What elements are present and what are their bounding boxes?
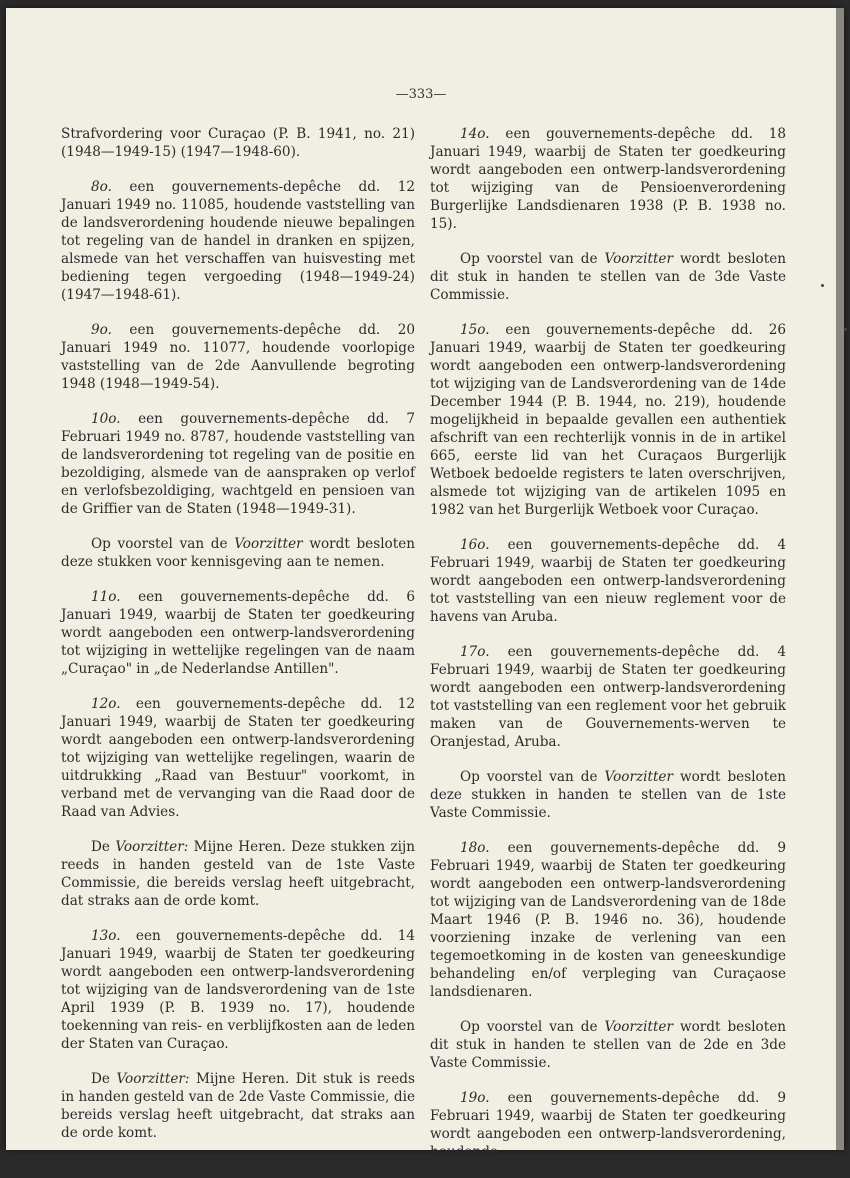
item-19: 19o. een gouvernements-depêche dd. 9 Februari 1949, waarbij de Staten ter goedkeuring wordt aangeboden een ontwerp-landsverordening, houdende [430,1090,786,1160]
item-14: 14o. een gouvernements-depêche dd. 18 Januari 1949, waarbij de Staten ter goedkeuring wordt aangeboden een ontwerp-landsverordening tot wijziging van de Pensioenverordening Burgerlijke Landsdienaren 1938 (P. B. 1938 no. 15). [430,126,787,232]
chair-remark: De Voorzitter: Mijne Heren. Deze stukken zijn reeds in handen gesteld van de 1ste Vaste Commissie, die bereids verslag heeft uitgebracht, dat straks aan de orde komt. [61,839,415,909]
item-11: 11o. een gouvernements-depêche dd. 6 Januari 1949, waarbij de Staten ter goedkeuring wordt aangeboden een ontwerp-landsverordening tot wijziging in wettelijke regelingen van de naam „Curaçao" in „de Nederlandse Antillen". [61,589,415,677]
item-15: 15o. een gouvernements-depêche dd. 26 Januari 1949, waarbij de Staten ter goedkeuring wordt aangeboden een ontwerp-landsverordening tot wijziging van de Landsverordening van de 14de December 1944 (P. B. 1944, no. 219), houdende mogelijkheid in bepaalde gevallen een authentiek afschrift van een rechterlijk vonnis in de in artikel 665, eerste lid van het Curaçaos Burgerlijk Wetboek bedoelde registers te laten overschrijven, alsmede tot wijziging van de artikelen 1095 en 1982 van het Burgerlijk Wetboek voor Curaçao. [430,322,787,518]
chair-remark: De Voorzitter: Mijne Heren. Dit stuk is reeds in handen gesteld van de 2de Vaste Commissie, die bereids verslag heeft uitgebracht, dat straks aan de orde komt. [61,1071,415,1141]
item-18: 18o. een gouvernements-depêche dd. 9 Februari 1949, waarbij de Staten ter goedkeuring wordt aangeboden een ontwerp-landsverordening tot wijziging van de Landsverordening van de 18de Maart 1946 (P. B. 1946 no. 36), houdende voorziening inzake de verlening van een tegemoetkoming in de kosten van geneeskundige behandeling en/of verpleging van Curaçaose landsdienaren. [430,840,786,1000]
resolution: Op voorstel van de Voorzitter wordt besloten dit stuk in handen te stellen van de 3de Vaste Commissie. [430,251,786,303]
right-column [430,125,786,1178]
left-column [61,125,415,1159]
resolution: Op voorstel van de Voorzitter wordt besloten deze stukken voor kennisgeving aan te nemen. [61,536,416,570]
page-number: —333— [395,87,447,102]
item-10: 10o. een gouvernements-depêche dd. 7 Februari 1949 no. 8787, houdende vaststelling van de landsverordening tot regeling van de positie en bezoldiging, alsmede van de aanspraken op verlof en verlofsbezoldiging, wachtgeld en pensioen van de Griffier van de Staten (1948—1949-31). [61,411,415,517]
resolution: Op voorstel van de Voorzitter wordt besloten deze stukken in handen te stellen van de 1ste Vaste Commissie. [430,769,786,821]
paragraph: Strafvordering voor Curaçao (P. B. 1941, no. 21) (1948—1949-15) (1947—1948-60). [61,126,415,160]
item-12: 12o. een gouvernements-depêche dd. 12 Januari 1949, waarbij de Staten ter goedkeuring wordt aangeboden een ontwerp-landsverordening tot wijziging van wettelijke regelingen, waarin de uitdrukking „Raad van Bestuur" voorkomt, in verband met de vervanging van die Raad door de Raad van Advies. [61,696,416,820]
resolution: Op voorstel van de Voorzitter wordt besloten dit stuk in handen te stellen van de 2de en 3de Vaste Commissie. [430,1019,786,1071]
item-17: 17o. een gouvernements-depêche dd. 4 Februari 1949, waarbij de Staten ter goedkeuring wordt aangeboden een ontwerp-landsverordening tot vaststelling van een reglement voor het gebruik maken van de Gouvernements-werven te Oranjestad, Aruba. [430,644,786,750]
item-9: 9o. een gouvernements-depêche dd. 20 Januari 1949 no. 11077, houdende voorlopige vaststelling van de 2de Aanvullende begroting 1948 (1948—1949-54). [61,322,415,392]
item-16: 16o. een gouvernements-depêche dd. 4 Februari 1949, waarbij de Staten ter goedkeuring wordt aangeboden een ontwerp-landsverordening tot vaststelling van een nieuw reglement voor de havens van Aruba. [430,537,786,625]
margin-mark [844,328,847,331]
document-page [6,8,844,1160]
margin-mark [821,284,824,287]
item-8: 8o. een gouvernements-depêche dd. 12 Januari 1949 no. 11085, houdende vaststelling van de landsverordening houdende nieuwe bepalingen tot regeling van de handel in dranken en spijzen, alsmede van het verschaffen van huisvesting met bediening tegen vergoeding (1948—1949-24) (1947—1948-61). [61,179,415,303]
item-13: 13o. een gouvernements-depêche dd. 14 Januari 1949, waarbij de Staten ter goedkeuring wordt aangeboden een ontwerp-landsverordening tot wijziging van de landsverordening van de 1ste April 1939 (P. B. 1939 no. 17), houdende toekenning van reis- en verblijfkosten aan de leden der Staten van Curaçao. [61,928,416,1052]
